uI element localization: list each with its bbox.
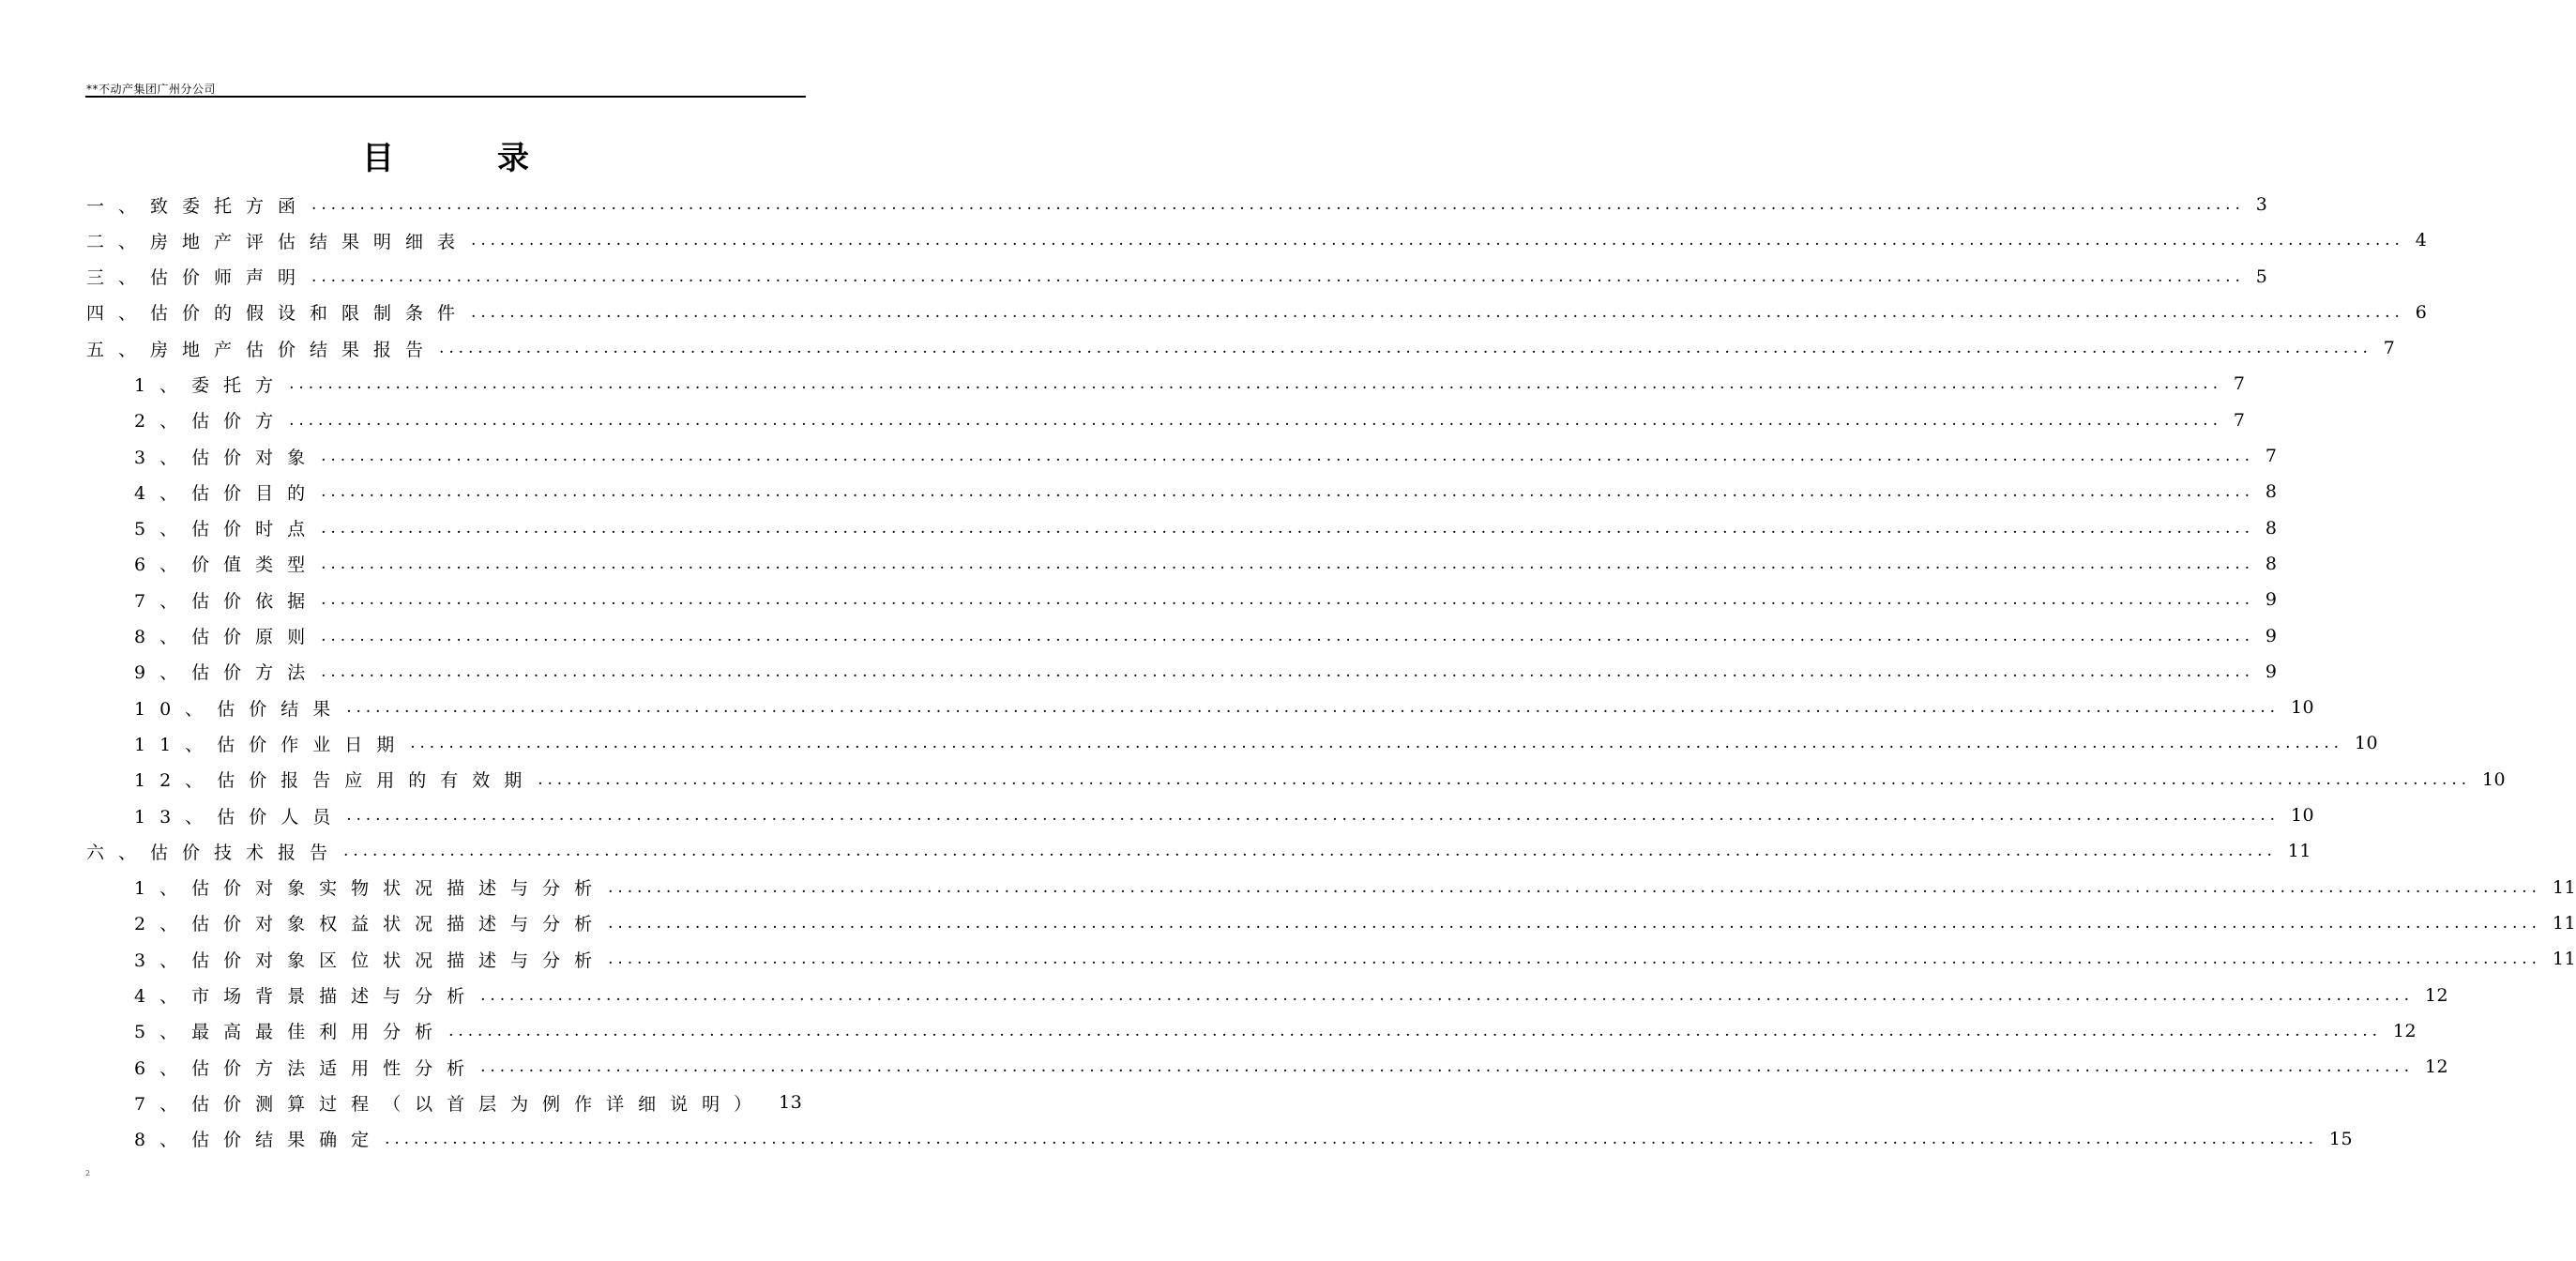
toc-entry-page: 10 xyxy=(2481,768,2507,790)
toc-entry-leader: ........................................................................................................................................................................................................ xyxy=(311,195,2245,214)
toc-entry-leader: ........................................................................................................................................................................................................ xyxy=(448,1021,2382,1041)
toc-entry-number: 9、 xyxy=(134,662,192,684)
toc-entry-leader: ........................................................................................................................................................................................................ xyxy=(480,1057,2414,1077)
toc-entry[interactable] xyxy=(0,581,2278,616)
toc-entry-page: 11 xyxy=(2287,841,2311,862)
toc-entry-label: 估价方 xyxy=(191,411,288,433)
toc-entry[interactable] xyxy=(0,940,2576,976)
toc-entry-label: 估价师声明 xyxy=(150,267,311,289)
toc-entry[interactable] xyxy=(0,473,2278,509)
toc-entry-leader: ........................................................................................................................................................................................................ xyxy=(346,806,2280,826)
toc-entry-leader: ........................................................................................................................................................................................................ xyxy=(289,374,2222,394)
toc-entry-number: 6、 xyxy=(134,555,192,576)
toc-entry[interactable] xyxy=(0,1012,2417,1048)
toc-entry-leader: ........................................................................................................................................................................................................ xyxy=(608,913,2541,933)
toc-entry[interactable] xyxy=(0,904,2576,940)
page-header-company: **不动产集团广州分公司 xyxy=(86,83,217,96)
page-title xyxy=(0,131,891,178)
toc-entry[interactable] xyxy=(0,437,2278,473)
toc-entry[interactable] xyxy=(0,258,2268,294)
toc-entry-leader: ........................................................................................................................................................................................................ xyxy=(311,266,2245,286)
toc-entry-number: 3、 xyxy=(134,950,192,971)
toc-entry[interactable] xyxy=(0,724,2379,760)
toc-entry[interactable] xyxy=(0,365,2246,401)
toc-entry-page: 7 xyxy=(2383,338,2396,359)
page-number: 2 xyxy=(85,1169,91,1177)
toc-entry-leader: ........................................................................................................................................................................................................ xyxy=(608,877,2541,897)
toc-entry-label: 估价报告应用的有效期 xyxy=(217,770,537,792)
toc-entry-number: 12、 xyxy=(134,770,218,792)
toc-entry-number: 4、 xyxy=(134,986,192,1008)
toc-entry-leader: ........................................................................................................................................................................................................ xyxy=(321,590,2254,610)
header-divider xyxy=(85,96,806,98)
toc-entry-leader: ........................................................................................................................................................................................................ xyxy=(289,410,2222,430)
toc-entry-page: 12 xyxy=(2424,1056,2449,1078)
toc-entry-number: 11、 xyxy=(134,734,218,755)
toc-entry-page: 4 xyxy=(2415,230,2428,251)
toc-entry-page: 11 xyxy=(2552,912,2576,934)
toc-entry-number: 2、 xyxy=(134,914,192,935)
toc-entry-page: 13 xyxy=(779,1092,803,1114)
toc-entry-leader: ........................................................................................................................................................................................................ xyxy=(439,339,2372,358)
toc-entry-label: 估价人员 xyxy=(217,806,345,828)
toc-entry-page: 11 xyxy=(2552,876,2576,898)
toc-entry-label: 估价方法适用性分析 xyxy=(191,1057,479,1079)
toc-entry-label: 估价时点 xyxy=(191,519,320,540)
toc-entry-page: 8 xyxy=(2265,553,2278,574)
toc-entry-leader: ........................................................................................................................................................................................................ xyxy=(608,950,2541,969)
toc-entry-leader: ........................................................................................................................................................................................................ xyxy=(480,985,2414,1005)
toc-entry-leader: ........................................................................................................................................................................................................ xyxy=(321,626,2254,646)
toc-entry-number: 5、 xyxy=(134,1022,192,1043)
toc-entry-label: 估价作业日期 xyxy=(217,734,409,755)
toc-entry-number: 四、 xyxy=(86,303,151,325)
toc-entry[interactable] xyxy=(0,294,2428,329)
toc-entry-number: 1、 xyxy=(134,878,192,900)
toc-entry-label: 估价对象权益状况描述与分析 xyxy=(191,914,607,935)
toc-entry[interactable] xyxy=(0,653,2278,689)
toc-entry-page: 6 xyxy=(2415,301,2428,323)
toc-entry-number: 10、 xyxy=(134,698,218,720)
toc-entry-page: 9 xyxy=(2265,625,2278,646)
toc-entry-page: 3 xyxy=(2255,194,2268,215)
toc-entry[interactable] xyxy=(0,761,2507,797)
toc-entry-label: 估价测算过程（以首层为例作详细说明） xyxy=(191,1093,766,1115)
title-char-1: 目 xyxy=(362,139,394,177)
toc-entry-leader: ........................................................................................................................................................................................................ xyxy=(321,447,2254,466)
title-char-2: 录 xyxy=(497,139,529,177)
toc-entry-label: 价值类型 xyxy=(191,555,320,576)
toc-entry[interactable] xyxy=(0,1084,891,1119)
toc-entry[interactable] xyxy=(0,869,2576,904)
toc-entry-leader: ........................................................................................................................................................................................................ xyxy=(538,769,2471,789)
toc-entry-number: 7、 xyxy=(134,1093,192,1115)
toc-entry-page: 7 xyxy=(2233,409,2246,431)
toc-entry-page: 10 xyxy=(2290,805,2315,827)
toc-entry-page: 15 xyxy=(2328,1128,2354,1149)
toc-entry[interactable] xyxy=(0,509,2278,545)
toc-entry-number: 8、 xyxy=(134,627,192,648)
toc-entry[interactable] xyxy=(0,402,2246,437)
toc-entry-label: 估价技术报告 xyxy=(150,842,342,863)
toc-entry-page: 12 xyxy=(2424,984,2449,1006)
toc-entry[interactable] xyxy=(0,1048,2449,1084)
toc-entry[interactable] xyxy=(0,545,2278,581)
toc-entry-number: 8、 xyxy=(134,1130,192,1151)
toc-entry-leader: ........................................................................................................................................................................................................ xyxy=(385,1129,2318,1148)
toc-entry-leader: ........................................................................................................................................................................................................ xyxy=(321,661,2254,681)
toc-entry-number: 13、 xyxy=(134,806,218,828)
toc-entry-label: 估价目的 xyxy=(191,482,320,504)
toc-entry-number: 4、 xyxy=(134,482,192,504)
toc-entry-page: 10 xyxy=(2290,697,2315,719)
toc-entry-page: 11 xyxy=(2552,949,2576,970)
toc-entry-label: 估价结果 xyxy=(217,698,345,720)
toc-entry[interactable] xyxy=(0,1120,2354,1156)
toc-entry[interactable] xyxy=(0,689,2315,724)
toc-entry[interactable] xyxy=(0,221,2428,257)
toc-entry-page: 7 xyxy=(2233,373,2246,395)
toc-entry-label: 估价对象实物状况描述与分析 xyxy=(191,878,607,900)
toc-entry-number: 五、 xyxy=(86,339,151,360)
toc-entry-leader: ........................................................................................................................................................................................................ xyxy=(346,698,2280,718)
toc-entry[interactable] xyxy=(0,832,2311,868)
toc-entry-leader: ........................................................................................................................................................................................................ xyxy=(321,518,2254,538)
toc-entry[interactable] xyxy=(0,977,2449,1012)
toc-entry-label: 估价对象区位状况描述与分析 xyxy=(191,950,607,971)
toc-entry[interactable] xyxy=(0,797,2315,832)
toc-entry-leader: ........................................................................................................................................................................................................ xyxy=(321,482,2254,502)
toc-entry-page: 7 xyxy=(2265,446,2278,467)
toc-entry[interactable] xyxy=(0,329,2396,365)
toc-entry-number: 7、 xyxy=(134,590,192,612)
toc-entry-number: 6、 xyxy=(134,1057,192,1079)
toc-entry[interactable] xyxy=(0,186,2268,221)
toc-entry-number: 一、 xyxy=(86,195,151,217)
toc-entry-label: 估价方法 xyxy=(191,662,320,684)
toc-entry-page: 10 xyxy=(2354,733,2379,754)
toc-entry-page: 12 xyxy=(2392,1020,2417,1041)
toc-entry-label: 最高最佳利用分析 xyxy=(191,1022,447,1043)
toc-entry-page: 9 xyxy=(2265,661,2278,682)
toc-entry-page: 5 xyxy=(2255,266,2268,287)
toc-entry-number: 六、 xyxy=(86,842,151,863)
toc-entry-leader: ........................................................................................................................................................................................................ xyxy=(343,842,2277,861)
toc-entry-number: 1、 xyxy=(134,374,192,396)
toc-entry-label: 致委托方函 xyxy=(150,195,311,217)
toc-entry-number: 3、 xyxy=(134,447,192,468)
toc-entry-label: 估价原则 xyxy=(191,627,320,648)
toc-entry-label: 估价依据 xyxy=(191,590,320,612)
toc-entry-leader: ........................................................................................................................................................................................................ xyxy=(471,302,2404,322)
toc-entry[interactable] xyxy=(0,617,2278,653)
toc-entry-leader: ........................................................................................................................................................................................................ xyxy=(410,734,2343,753)
toc-entry-leader: ........................................................................................................................................................................................................ xyxy=(321,554,2254,573)
toc-entry-page: 9 xyxy=(2265,589,2278,611)
toc-entry-label: 估价结果确定 xyxy=(191,1130,384,1151)
toc-entry-label: 市场背景描述与分析 xyxy=(191,986,479,1008)
toc-entry-page: 8 xyxy=(2265,517,2278,539)
toc-entry-number: 2、 xyxy=(134,411,192,433)
toc-entry-label: 估价对象 xyxy=(191,447,320,468)
toc-entry-label: 房地产评估结果明细表 xyxy=(150,231,470,252)
toc-entry-label: 委托方 xyxy=(191,374,288,396)
toc-entry-label: 估价的假设和限制条件 xyxy=(150,303,470,325)
toc-entry-number: 三、 xyxy=(86,267,151,289)
toc-entry-label: 房地产估价结果报告 xyxy=(150,339,438,360)
toc-entry-page: 8 xyxy=(2265,481,2278,503)
toc-entry-leader: ........................................................................................................................................................................................................ xyxy=(471,231,2404,251)
table-of-contents xyxy=(0,186,2576,1156)
toc-entry-number: 5、 xyxy=(134,519,192,540)
toc-entry-number: 二、 xyxy=(86,231,151,252)
